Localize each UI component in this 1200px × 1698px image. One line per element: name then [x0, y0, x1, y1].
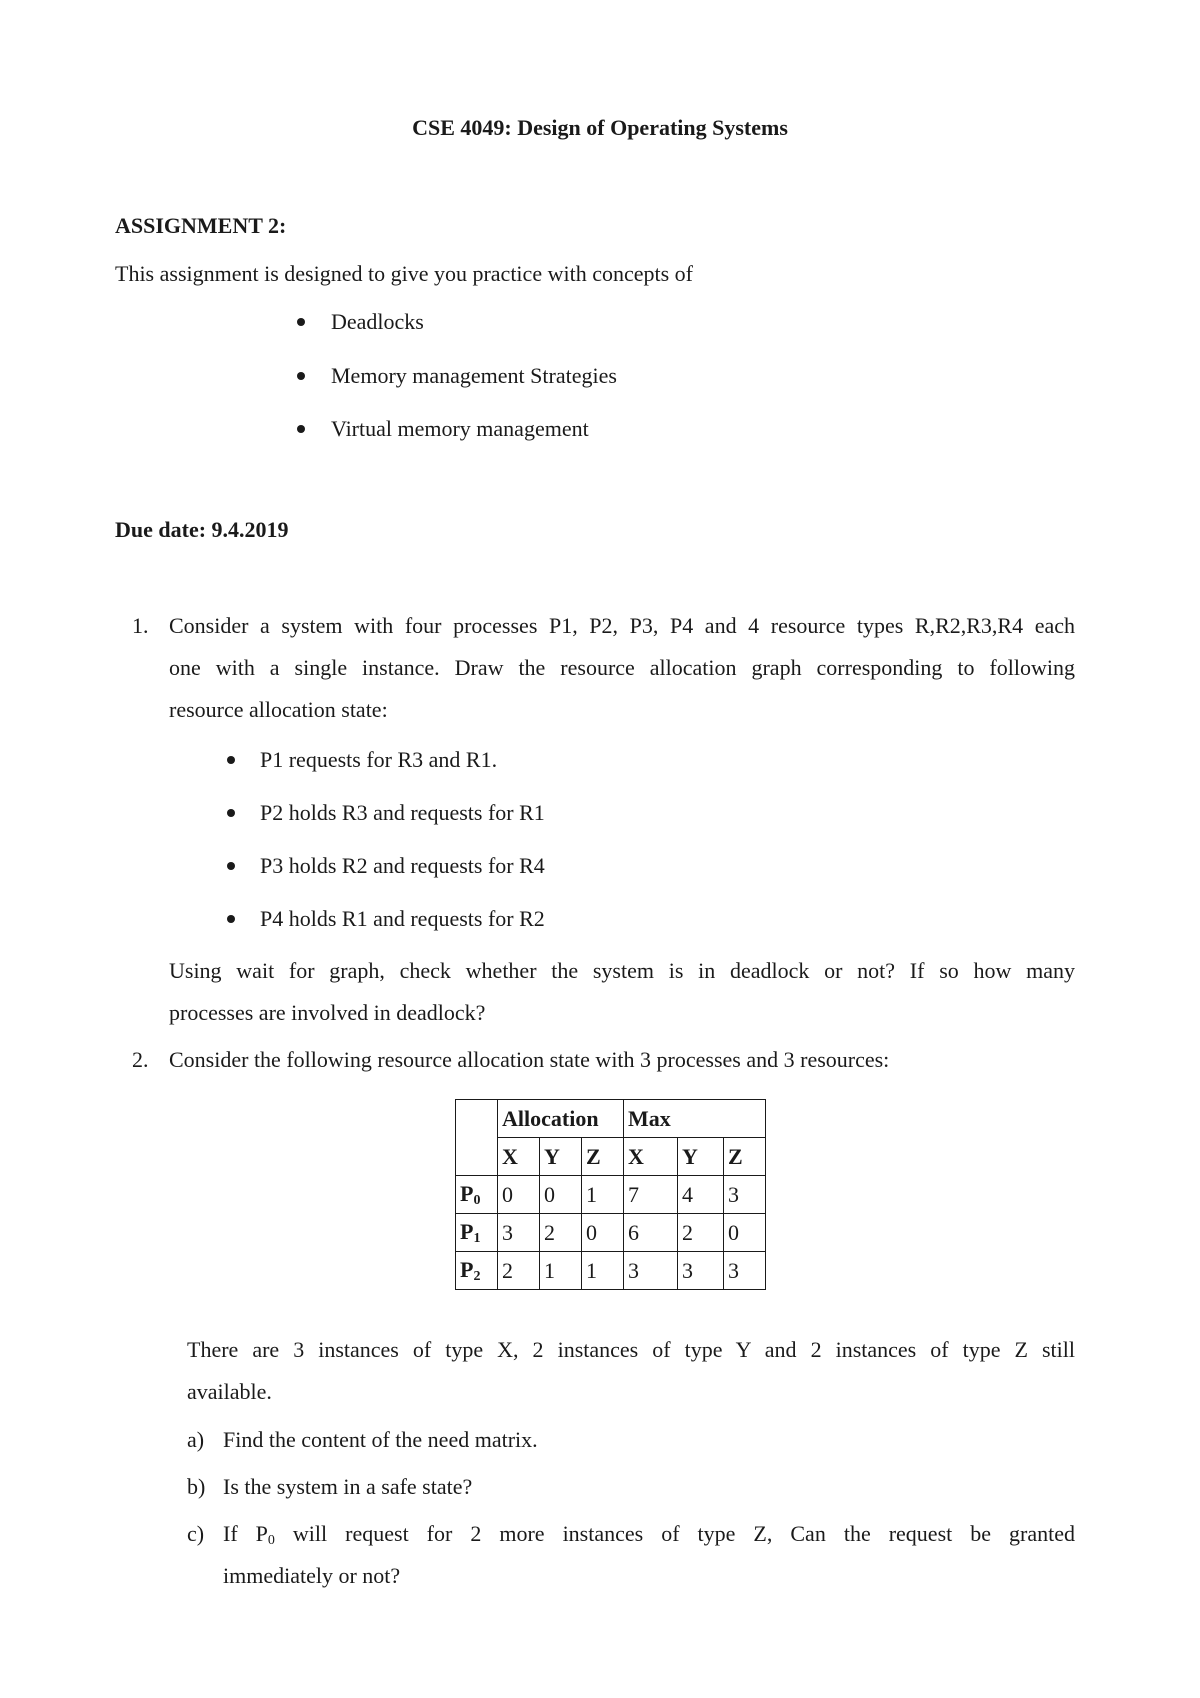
topic-item: Memory management Strategies	[331, 363, 617, 388]
table-cell: 3	[624, 1252, 678, 1290]
available-text-line: There are 3 instances of type X, 2 instances of type Y and 2 instances of type Z still	[187, 1337, 1075, 1362]
table-cell: 0	[724, 1214, 766, 1252]
sub-question-label: b)	[187, 1474, 206, 1499]
table-cell: 0	[582, 1214, 624, 1252]
intro-text: This assignment is designed to give you practice with concepts of	[115, 261, 693, 286]
table-cell: 2	[498, 1252, 540, 1290]
allocation-header: Allocation	[498, 1100, 624, 1138]
sub-question-text: Is the system in a safe state?	[223, 1474, 473, 1499]
table-cell: 2	[540, 1214, 582, 1252]
question-followup-line: Using wait for graph, check whether the system is in deadlock or not? If so how many	[169, 958, 1075, 983]
process-label: $P_2$	[456, 1252, 498, 1290]
table-row	[456, 1176, 766, 1214]
table-cell: 7	[624, 1176, 678, 1214]
bullet-dot-icon	[297, 372, 305, 380]
available-text-line: available.	[187, 1379, 272, 1404]
column-header: Z	[582, 1138, 624, 1176]
table-cell: 3	[678, 1252, 724, 1290]
table-row	[456, 1214, 766, 1252]
due-date: Due date: 9.4.2019	[115, 517, 289, 542]
table-cell: 2	[678, 1214, 724, 1252]
sub-question-label: a)	[187, 1427, 205, 1452]
resource-allocation-table	[455, 1099, 766, 1290]
course-title: CSE 4049: Design of Operating Systems	[412, 115, 788, 140]
topic-item: Deadlocks	[331, 309, 424, 334]
table-cell: 1	[582, 1176, 624, 1214]
table-cell: 4	[678, 1176, 724, 1214]
table-header-row	[456, 1100, 766, 1138]
bullet-dot-icon	[227, 809, 235, 817]
process-label: $P_1$	[456, 1214, 498, 1252]
column-header: Z	[724, 1138, 766, 1176]
table-cell: 0	[540, 1176, 582, 1214]
assignment-heading: ASSIGNMENT 2:	[115, 213, 287, 238]
bullet-dot-icon	[227, 756, 235, 764]
topic-item: Virtual memory management	[331, 416, 589, 441]
question-text-line: Consider the following resource allocation state with 3 processes and 3 resources:	[169, 1047, 890, 1072]
question-number: 2.	[132, 1047, 149, 1072]
table-cell: 3	[724, 1176, 766, 1214]
sub-question-text: immediately or not?	[223, 1563, 401, 1588]
column-header: X	[624, 1138, 678, 1176]
table-cell: 6	[624, 1214, 678, 1252]
bullet-dot-icon	[297, 318, 305, 326]
table-corner-cell	[456, 1100, 498, 1176]
process-label: $P_0$	[456, 1176, 498, 1214]
column-header: X	[498, 1138, 540, 1176]
allocation-statement: P2 holds R3 and requests for R1	[260, 800, 545, 825]
question-text-line: Consider a system with four processes P1, P2, P3, P4 and 4 resource types R,R2,R3,R4 each	[169, 613, 1075, 638]
table-row	[456, 1252, 766, 1290]
table-cell: 0	[498, 1176, 540, 1214]
column-header: Y	[678, 1138, 724, 1176]
table-cell: 3	[498, 1214, 540, 1252]
bullet-dot-icon	[227, 862, 235, 870]
sub-question-label: c)	[187, 1521, 205, 1546]
allocation-statement: P3 holds R2 and requests for R4	[260, 853, 545, 878]
question-text-line: one with a single instance. Draw the resource allocation graph corresponding to following	[169, 655, 1075, 680]
table-subheader-row	[456, 1138, 766, 1176]
bullet-dot-icon	[227, 915, 235, 923]
table-cell: 1	[540, 1252, 582, 1290]
table-cell: 1	[582, 1252, 624, 1290]
allocation-statement: P1 requests for R3 and R1.	[260, 747, 498, 772]
sub-question-text: Find the content of the need matrix.	[223, 1427, 538, 1452]
question-text-line: resource allocation state:	[169, 697, 388, 722]
allocation-statement: P4 holds R1 and requests for R2	[260, 906, 545, 931]
bullet-dot-icon	[297, 425, 305, 433]
question-number: 1.	[132, 613, 149, 638]
sub-question-text: If $P_0$ will request for 2 more instances of type Z, Can the request be granted	[223, 1521, 1075, 1548]
column-header: Y	[540, 1138, 582, 1176]
table-cell: 3	[724, 1252, 766, 1290]
question-followup-line: processes are involved in deadlock?	[169, 1000, 486, 1025]
max-header: Max	[624, 1100, 766, 1138]
